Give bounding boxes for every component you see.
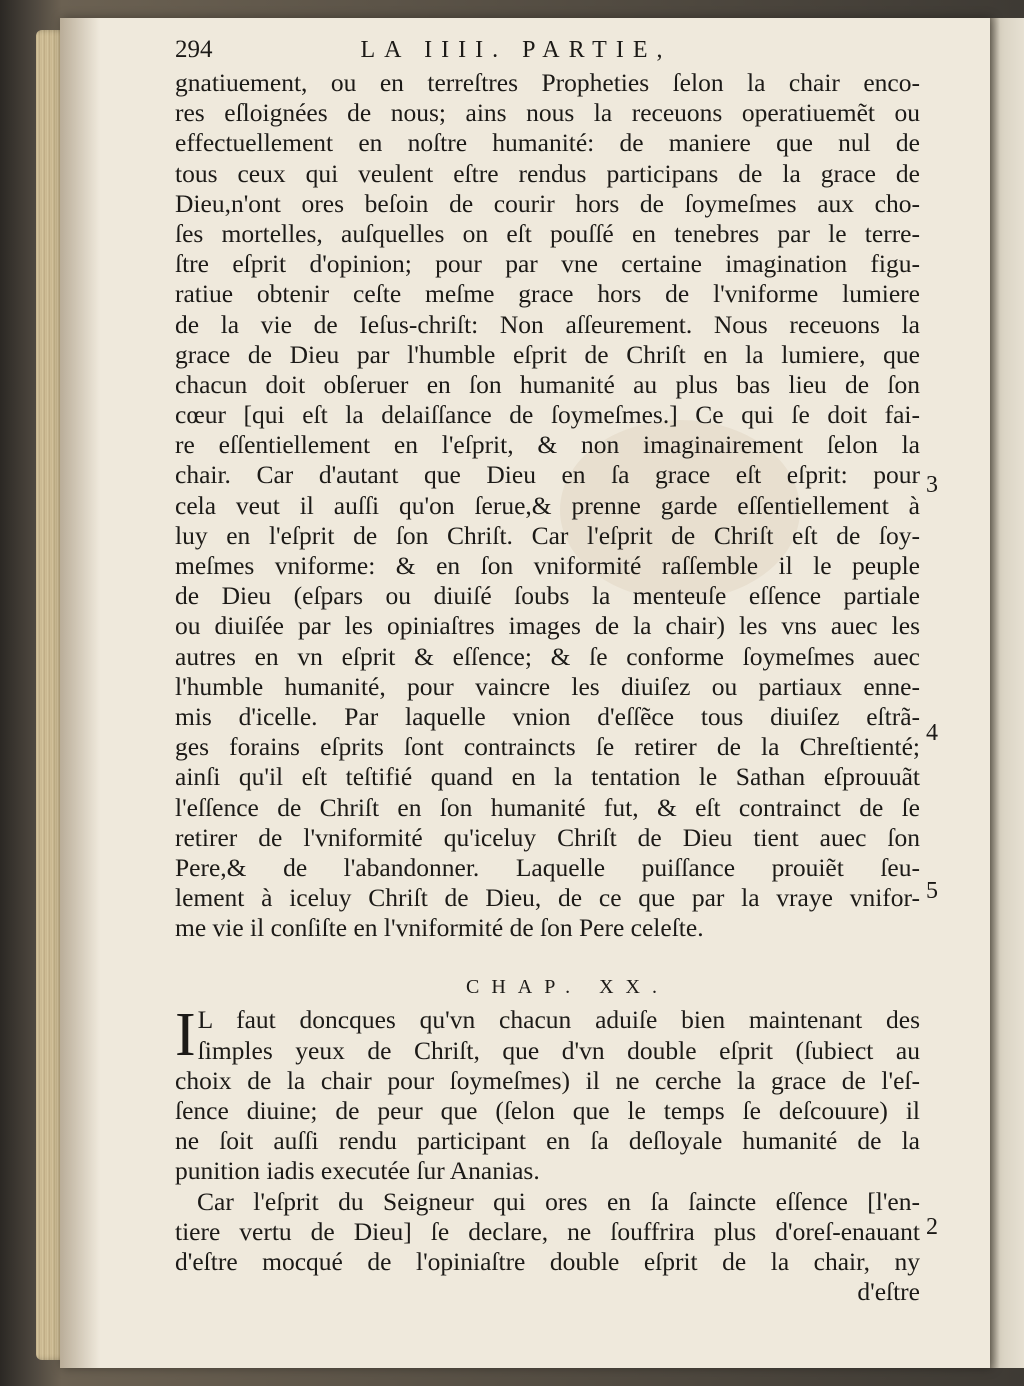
facing-page-edge (990, 18, 1024, 1368)
text-line: cœur [qui eſt la delaiſſance de ſoymeſmes.] Ce qui ſe doit fai- (175, 400, 920, 430)
text-line: d'eſtre mocqué de l'opiniaſtre double eſprit de la chair, ny (175, 1246, 920, 1276)
text-line: gnatiuement, ou en terreſtres Propheties ſelon la chair enco- (175, 68, 920, 97)
text-line: lement à iceluy Chriſt de Dieu, de ce que par la vraye vnifor- (175, 883, 920, 913)
text-line: mis d'icelle. Par laquelle vnion d'eſſẽce tous diuiſez eſtrã- (175, 701, 920, 731)
margin-number: 2 (926, 1214, 938, 1240)
text-line: ſence diuine; de peur que (ſelon que le temps ſe deſcouure) il (175, 1096, 920, 1125)
text-line: Pere,& de l'abandonner. Laquelle puiſſance prouiẽt ſeu- (175, 852, 920, 882)
text-line: res eſloignées de nous; ains nous la receuons operatiuemẽt ou (175, 98, 920, 128)
text-line: tiere vertu de Dieu] ſe declare, ne ſouffrira plus d'oreſ-enauant (175, 1216, 920, 1246)
text-line: chair. Car d'autant que Dieu en ſa grace eſt eſprit: pour (175, 460, 920, 490)
text-line: meſmes vniforme: & en ſon vniformité raſſemble il le peuple (175, 551, 920, 580)
text-line: ou diuiſée par les opiniaſtres images de la chair) les vns auec les (175, 611, 920, 641)
text-line: autres en vn eſprit & eſſence; & ſe conforme ſoymeſmes auec (175, 641, 920, 671)
text-line: ſes mortelles, auſquelles on eſt pouſſé en tenebres par le terre- (175, 218, 920, 248)
margin-number: 5 (926, 878, 938, 904)
text-line: retirer de l'vniformité qu'iceluy Chriſt de Dieu tient auec ſon (175, 822, 920, 852)
text-line: de Dieu (eſpars ou diuiſé ſoubs la menteuſe eſſence partiale (175, 581, 920, 611)
text-line: me vie il conſiſte en l'vniformité de ſon Pere celeſte. (175, 913, 704, 943)
text-line: ainſi qu'il eſt teſtifié quand en la tentation le Sathan eſprouuãt (175, 762, 920, 792)
page-number: 294 (175, 36, 213, 63)
body-paragraph (175, 68, 920, 943)
margin-number: 4 (926, 720, 938, 746)
catchword: d'eſtre (857, 1277, 920, 1307)
text-line: ne ſoit auſſi rendu participant en ſa deſloyale humanité de la (175, 1126, 920, 1156)
chapter-heading: CHAP. XX. (465, 976, 670, 999)
text-line: effectuellement en noſtre humanité: de maniere que nul de (175, 128, 920, 158)
margin-number: 3 (926, 472, 938, 498)
text-line: ges forains eſprits ſont contraincts ſe retirer de la Chreſtienté; (175, 732, 920, 762)
page-text (175, 36, 920, 1307)
text-line: ſimples yeux de Chriſt, que d'vn double eſprit (ſubiect au (197, 1035, 920, 1065)
text-line: Car l'eſprit du Seigneur qui ores en ſa ſaincte eſſence [l'en- (197, 1186, 920, 1216)
text-line: punition iadis executée ſur Ananias. (175, 1156, 540, 1186)
text-line: l'eſſence de Chriſt en ſon humanité fut, & eſt contrainct de ſe (175, 792, 920, 822)
text-line: Dieu,n'ont ores beſoin de courir hors de ſoymeſmes aux cho- (175, 188, 920, 218)
page-gutter-shadow (60, 18, 100, 1368)
text-line: tous ceux qui veulent eſtre rendus participans de la grace de (175, 158, 920, 188)
text-line: ſtre eſprit d'opinion; pour par vne certaine imagination figu- (175, 249, 920, 279)
running-title: LA IIII. PARTIE, (360, 37, 672, 63)
running-header (175, 36, 920, 68)
text-line: L faut doncques qu'vn chacun aduiſe bien maintenant des (197, 1005, 920, 1035)
text-line: l'humble humanité, pour vaincre les diuiſez ou partiaux enne- (175, 671, 920, 701)
text-line: luy en l'eſprit de ſon Chriſt. Car l'eſprit de Chriſt eſt de ſoy- (175, 520, 920, 550)
text-line: re eſſentiellement en l'eſprit, & non imaginairement ſelon la (175, 430, 920, 460)
text-line: de la vie de Ieſus-chriſt: Non aſſeurement. Nous receuons la (175, 309, 920, 339)
chapter-paragraph (175, 1001, 920, 1307)
text-line: ratiue obtenir ceſte meſme grace hors de l'vniforme lumiere (175, 279, 920, 309)
drop-capital: I (175, 1001, 196, 1070)
text-line: chacun doit obſeruer en ſon humanité au plus bas lieu de ſon (175, 369, 920, 399)
text-line: cela veut il auſſi qu'on ſerue,& prenne garde eſſentiellement à (175, 490, 920, 520)
text-line: grace de Dieu par l'humble eſprit de Chriſt en la lumiere, que (175, 339, 920, 369)
text-line: choix de la chair pour ſoymeſmes) il ne cerche la grace de l'eſ- (175, 1065, 920, 1095)
